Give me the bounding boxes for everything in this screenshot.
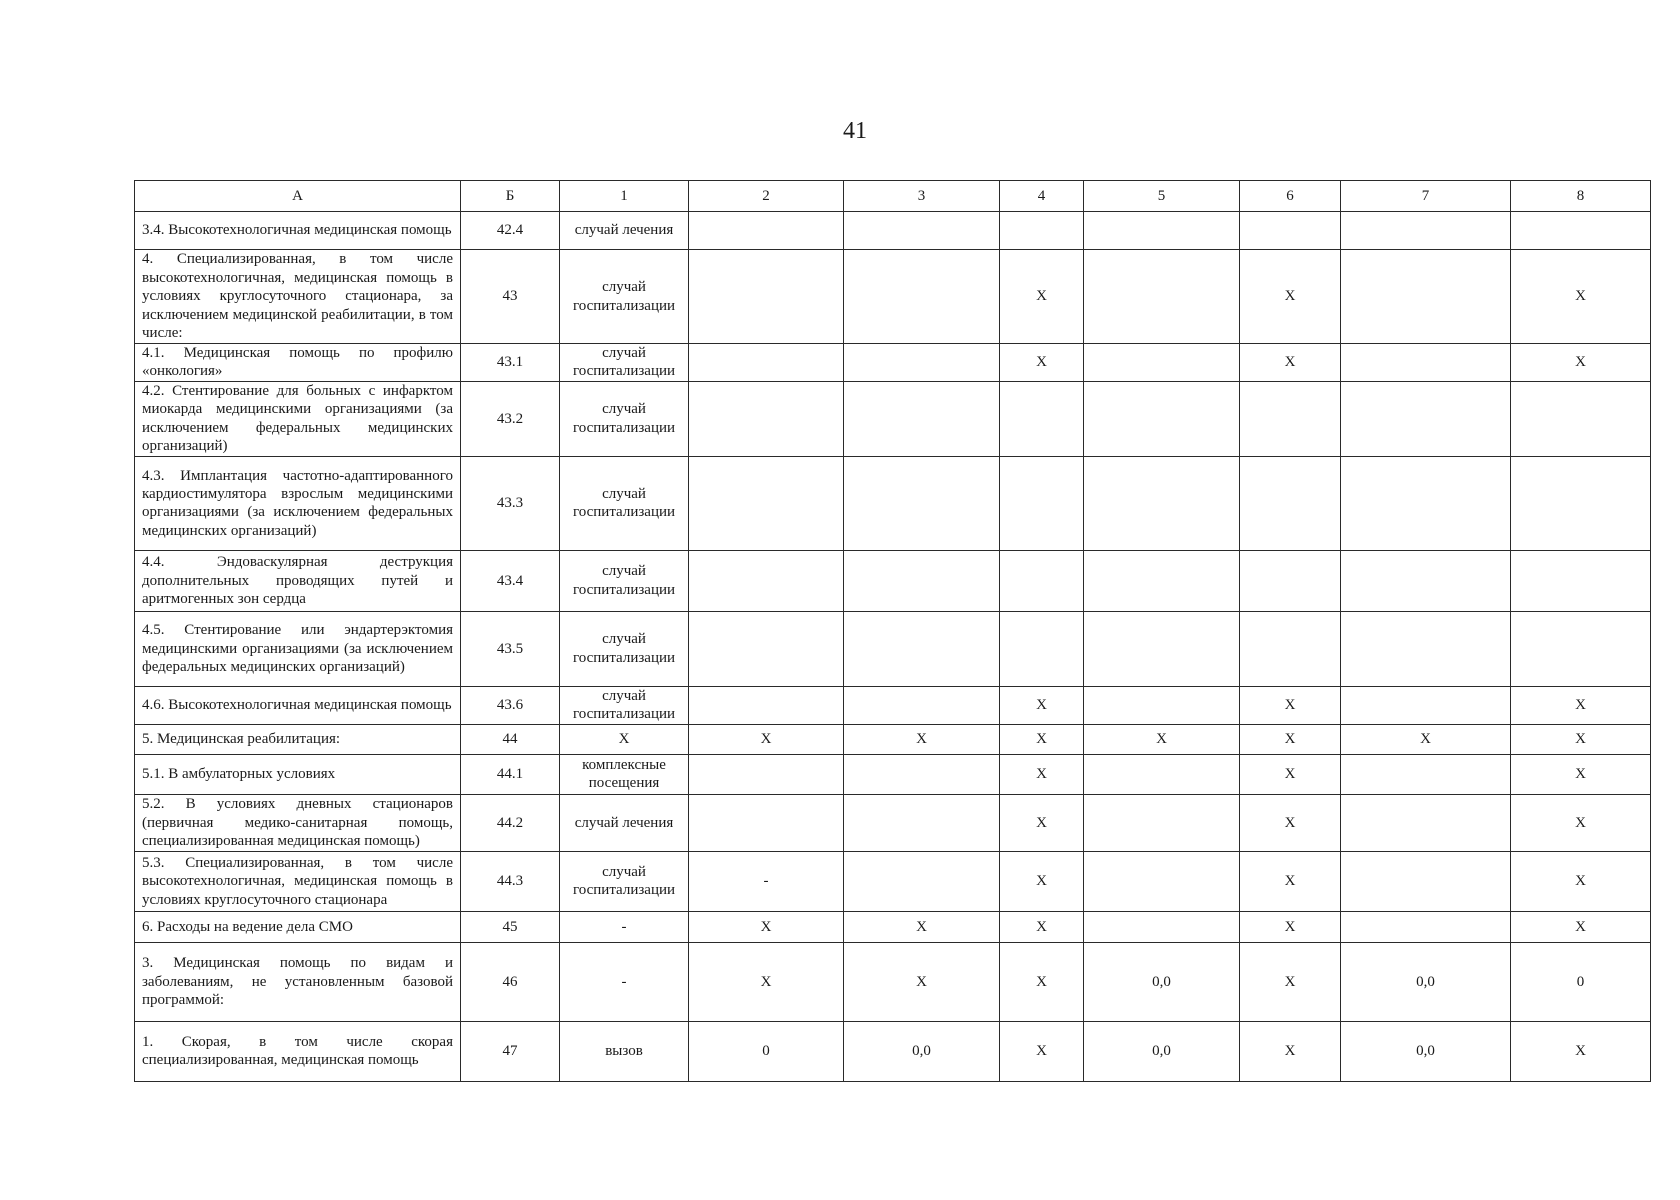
cell-col-4: X	[1000, 851, 1084, 911]
cell-col-8: X	[1511, 911, 1651, 942]
cell-col-4: X	[1000, 942, 1084, 1021]
row-code: 43	[461, 250, 560, 344]
cell-col-5	[1084, 794, 1240, 851]
cell-col-7: X	[1341, 724, 1511, 754]
header-cell: 5	[1084, 181, 1240, 212]
cell-col-8: X	[1511, 724, 1651, 754]
cell-col-7	[1341, 611, 1511, 686]
row-unit: случай госпитализации	[560, 250, 689, 344]
row-description: 5.2. В условиях дневных стационаров (первичная медико-санитарная помощь, специализированная медицинская помощь)	[135, 794, 461, 851]
cell-col-2: X	[689, 942, 844, 1021]
header-cell: Б	[461, 181, 560, 212]
table-row	[135, 942, 1651, 1021]
table-row	[135, 611, 1651, 686]
cell-col-6: X	[1240, 754, 1341, 794]
cell-col-4: X	[1000, 754, 1084, 794]
cell-col-5	[1084, 550, 1240, 611]
cell-col-8: X	[1511, 754, 1651, 794]
cell-col-6	[1240, 381, 1341, 456]
cell-col-2: 0	[689, 1021, 844, 1081]
row-description: 4.2. Стентирование для больных с инфарктом миокарда медицинскими организациями (за исключением федеральных медицинских организаций)	[135, 381, 461, 456]
cell-col-3	[844, 250, 1000, 344]
cell-col-5	[1084, 344, 1240, 382]
cell-col-8	[1511, 611, 1651, 686]
cell-col-4	[1000, 456, 1084, 550]
table-row	[135, 724, 1651, 754]
row-description: 4.6. Высокотехнологичная медицинская помощь	[135, 686, 461, 724]
row-unit: случай госпитализации	[560, 851, 689, 911]
table-row	[135, 550, 1651, 611]
cell-col-8	[1511, 212, 1651, 250]
cell-col-6	[1240, 611, 1341, 686]
row-description: 3. Медицинская помощь по видам и заболеваниям, не установленным базовой программой:	[135, 942, 461, 1021]
cell-col-6: X	[1240, 344, 1341, 382]
cell-col-2	[689, 344, 844, 382]
row-code: 45	[461, 911, 560, 942]
row-description: 1. Скорая, в том числе скорая специализированная, медицинская помощь	[135, 1021, 461, 1081]
row-unit: случай госпитализации	[560, 550, 689, 611]
cell-col-5	[1084, 611, 1240, 686]
cell-col-6	[1240, 456, 1341, 550]
cell-col-8: X	[1511, 794, 1651, 851]
cell-col-8: X	[1511, 344, 1651, 382]
cell-col-8: X	[1511, 250, 1651, 344]
cell-col-3	[844, 212, 1000, 250]
cell-col-2	[689, 754, 844, 794]
cell-col-5	[1084, 754, 1240, 794]
cell-col-6: X	[1240, 250, 1341, 344]
cell-col-4	[1000, 611, 1084, 686]
cell-col-7: 0,0	[1341, 942, 1511, 1021]
table-row	[135, 911, 1651, 942]
cell-col-3: X	[844, 942, 1000, 1021]
cell-col-3	[844, 686, 1000, 724]
cell-col-3	[844, 381, 1000, 456]
cell-col-2: X	[689, 724, 844, 754]
cell-col-2	[689, 686, 844, 724]
cell-col-5	[1084, 212, 1240, 250]
cell-col-6	[1240, 212, 1341, 250]
cell-col-8	[1511, 456, 1651, 550]
cell-col-2	[689, 794, 844, 851]
cell-col-4	[1000, 550, 1084, 611]
cell-col-2: -	[689, 851, 844, 911]
table-row	[135, 344, 1651, 382]
row-description: 4.1. Медицинская помощь по профилю «онкология»	[135, 344, 461, 382]
row-code: 44.3	[461, 851, 560, 911]
cell-col-7	[1341, 456, 1511, 550]
table-row	[135, 1021, 1651, 1081]
cell-col-5	[1084, 250, 1240, 344]
cell-col-6: X	[1240, 911, 1341, 942]
header-cell: 6	[1240, 181, 1341, 212]
row-unit: -	[560, 911, 689, 942]
row-code: 43.4	[461, 550, 560, 611]
cell-col-3: X	[844, 911, 1000, 942]
cell-col-7	[1341, 212, 1511, 250]
row-unit: -	[560, 942, 689, 1021]
row-description: 5. Медицинская реабилитация:	[135, 724, 461, 754]
cell-col-4: X	[1000, 250, 1084, 344]
cell-col-7	[1341, 754, 1511, 794]
cell-col-5	[1084, 381, 1240, 456]
cell-col-8: 0	[1511, 942, 1651, 1021]
row-unit: случай госпитализации	[560, 686, 689, 724]
header-cell: 3	[844, 181, 1000, 212]
cell-col-4	[1000, 212, 1084, 250]
row-code: 43.5	[461, 611, 560, 686]
cell-col-2	[689, 456, 844, 550]
cell-col-5	[1084, 686, 1240, 724]
row-code: 47	[461, 1021, 560, 1081]
cell-col-3	[844, 851, 1000, 911]
cell-col-4: X	[1000, 724, 1084, 754]
row-unit: случай лечения	[560, 212, 689, 250]
table-row	[135, 754, 1651, 794]
row-description: 4.3. Имплантация частотно-адаптированного кардиостимулятора взрослым медицинскими организациями (за исключением федеральных медицинских организаций)	[135, 456, 461, 550]
header-cell: 2	[689, 181, 844, 212]
cell-col-2	[689, 212, 844, 250]
row-description: 3.4. Высокотехнологичная медицинская помощь	[135, 212, 461, 250]
page-number: 41	[843, 118, 867, 144]
cell-col-8: X	[1511, 1021, 1651, 1081]
cell-col-7	[1341, 911, 1511, 942]
table-row	[135, 794, 1651, 851]
header-cell: 4	[1000, 181, 1084, 212]
cell-col-2	[689, 250, 844, 344]
table-row	[135, 381, 1651, 456]
cell-col-2	[689, 550, 844, 611]
cell-col-5	[1084, 456, 1240, 550]
cell-col-3	[844, 550, 1000, 611]
cell-col-8: X	[1511, 851, 1651, 911]
row-unit: комплексные посещения	[560, 754, 689, 794]
cell-col-8	[1511, 550, 1651, 611]
row-code: 42.4	[461, 212, 560, 250]
cell-col-3: X	[844, 724, 1000, 754]
cell-col-6: X	[1240, 724, 1341, 754]
cell-col-7	[1341, 794, 1511, 851]
table-row	[135, 250, 1651, 344]
cell-col-3: 0,0	[844, 1021, 1000, 1081]
table-row	[135, 456, 1651, 550]
cell-col-4: X	[1000, 911, 1084, 942]
cell-col-7	[1341, 344, 1511, 382]
cell-col-6: X	[1240, 1021, 1341, 1081]
row-unit: случай лечения	[560, 794, 689, 851]
row-code: 44	[461, 724, 560, 754]
cell-col-3	[844, 344, 1000, 382]
header-row	[135, 181, 1651, 212]
cell-col-6	[1240, 550, 1341, 611]
cell-col-6: X	[1240, 794, 1341, 851]
row-code: 43.3	[461, 456, 560, 550]
cell-col-3	[844, 456, 1000, 550]
cell-col-8	[1511, 381, 1651, 456]
table-row	[135, 851, 1651, 911]
row-description: 4. Специализированная, в том числе высокотехнологичная, медицинская помощь в условиях круглосуточного стационара, за исключением медицинской реабилитации, в том числе:	[135, 250, 461, 344]
row-unit: случай госпитализации	[560, 381, 689, 456]
cell-col-6: X	[1240, 851, 1341, 911]
cell-col-4: X	[1000, 1021, 1084, 1081]
row-unit: случай госпитализации	[560, 344, 689, 382]
cell-col-3	[844, 611, 1000, 686]
cell-col-5	[1084, 911, 1240, 942]
cell-col-6: X	[1240, 686, 1341, 724]
cell-col-4	[1000, 381, 1084, 456]
data-table	[134, 180, 1651, 1082]
row-description: 5.3. Специализированная, в том числе высокотехнологичная, медицинская помощь в условиях круглосуточного стационара	[135, 851, 461, 911]
cell-col-7	[1341, 851, 1511, 911]
cell-col-5: X	[1084, 724, 1240, 754]
cell-col-7	[1341, 686, 1511, 724]
cell-col-7	[1341, 250, 1511, 344]
row-unit: вызов	[560, 1021, 689, 1081]
cell-col-2	[689, 611, 844, 686]
row-description: 4.5. Стентирование или эндартерэктомия медицинскими организациями (за исключением федеральных медицинских организаций)	[135, 611, 461, 686]
row-code: 43.1	[461, 344, 560, 382]
row-unit: X	[560, 724, 689, 754]
row-code: 44.1	[461, 754, 560, 794]
header-cell: 8	[1511, 181, 1651, 212]
table-row	[135, 686, 1651, 724]
row-code: 43.6	[461, 686, 560, 724]
row-unit: случай госпитализации	[560, 456, 689, 550]
cell-col-6: X	[1240, 942, 1341, 1021]
row-unit: случай госпитализации	[560, 611, 689, 686]
cell-col-8: X	[1511, 686, 1651, 724]
cell-col-7	[1341, 550, 1511, 611]
row-code: 44.2	[461, 794, 560, 851]
header-cell: 7	[1341, 181, 1511, 212]
cell-col-2	[689, 381, 844, 456]
cell-col-7: 0,0	[1341, 1021, 1511, 1081]
cell-col-7	[1341, 381, 1511, 456]
table-row	[135, 212, 1651, 250]
row-description: 4.4. Эндоваскулярная деструкция дополнительных проводящих путей и аритмогенных зон сердца	[135, 550, 461, 611]
header-cell: А	[135, 181, 461, 212]
row-code: 43.2	[461, 381, 560, 456]
cell-col-5	[1084, 851, 1240, 911]
row-code: 46	[461, 942, 560, 1021]
cell-col-4: X	[1000, 794, 1084, 851]
cell-col-5: 0,0	[1084, 942, 1240, 1021]
cell-col-3	[844, 754, 1000, 794]
cell-col-3	[844, 794, 1000, 851]
cell-col-2: X	[689, 911, 844, 942]
row-description: 5.1. В амбулаторных условиях	[135, 754, 461, 794]
header-cell: 1	[560, 181, 689, 212]
cell-col-4: X	[1000, 686, 1084, 724]
cell-col-4: X	[1000, 344, 1084, 382]
row-description: 6. Расходы на ведение дела СМО	[135, 911, 461, 942]
cell-col-5: 0,0	[1084, 1021, 1240, 1081]
